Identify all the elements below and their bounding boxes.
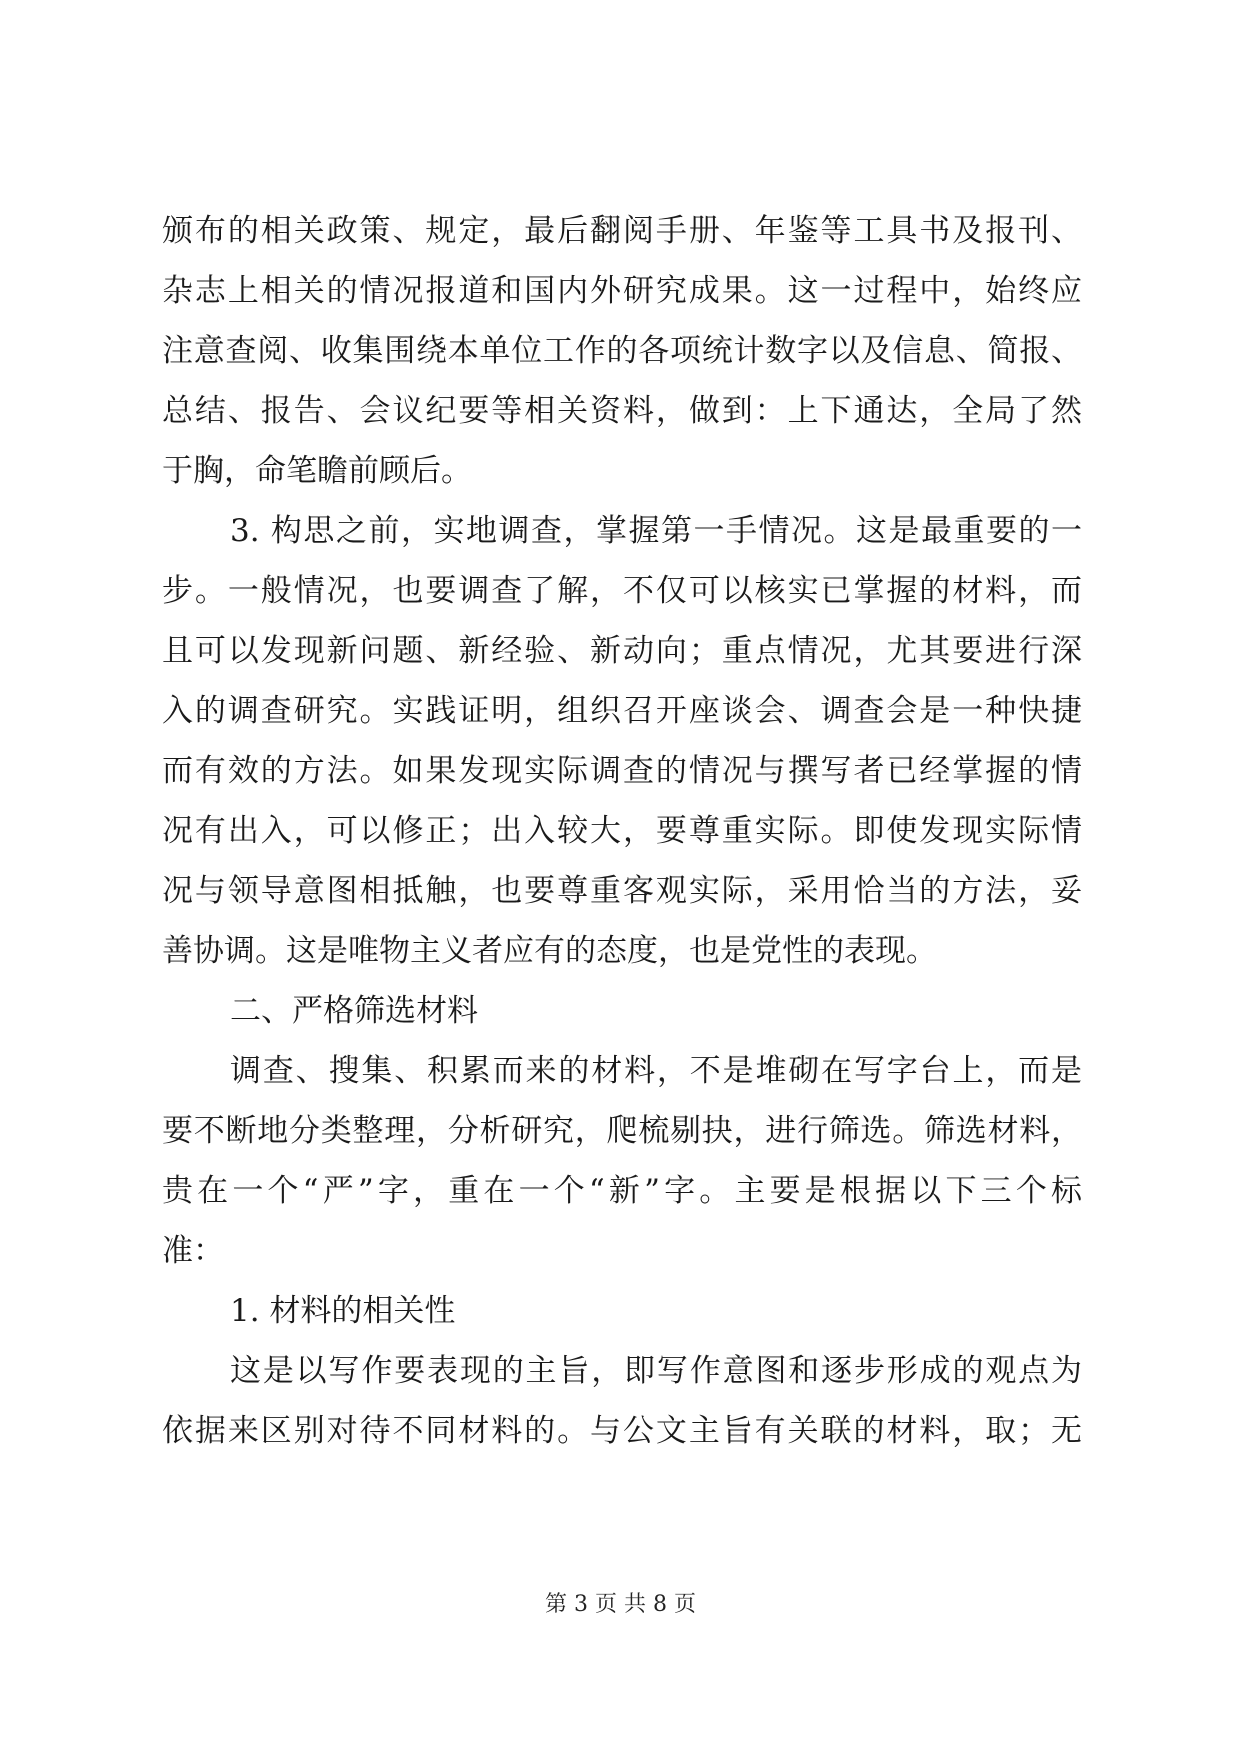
text-line: 总结、报告、会议纪要等相关资料，做到：上下通达，全局了然 [162,393,1082,429]
subsection-heading: 1. 材料的相关性 [230,1293,456,1329]
text-line: 且可以发现新问题、新经验、新动向；重点情况，尤其要进行深 [162,633,1082,669]
text-line: 贵在一个“严”字，重在一个“新”字。主要是根据以下三个标 [162,1173,1082,1209]
text-line: 而有效的方法。如果发现实际调查的情况与撰写者已经掌握的情 [162,753,1082,789]
text-line: 善协调。这是唯物主义者应有的态度，也是党性的表现。 [162,933,937,969]
text-line: 于胸，命笔瞻前顾后。 [162,453,472,489]
text-line: 况与领导意图相抵触，也要尊重客观实际，采用恰当的方法，妥 [162,873,1082,909]
text-line: 依据来区别对待不同材料的。与公文主旨有关联的材料，取；无 [162,1413,1082,1449]
text-line: 杂志上相关的情况报道和国内外研究成果。这一过程中，始终应 [162,273,1082,309]
text-line: 入的调查研究。实践证明，组织召开座谈会、调查会是一种快捷 [162,693,1082,729]
text-line: 准： [162,1233,224,1269]
text-line: 这是以写作要表现的主旨，即写作意图和逐步形成的观点为 [230,1353,1082,1389]
section-heading: 二、严格筛选材料 [230,993,478,1029]
text-line: 况有出入，可以修正；出入较大，要尊重实际。即使发现实际情 [162,813,1082,849]
text-line: 注意查阅、收集围绕本单位工作的各项统计数字以及信息、简报、 [162,333,1082,369]
page-number-footer: 第 3 页 共 8 页 [545,1592,696,1617]
text-line: 颁布的相关政策、规定，最后翻阅手册、年鉴等工具书及报刊、 [162,213,1082,249]
text-line: 步。一般情况，也要调查了解，不仅可以核实已掌握的材料，而 [162,573,1082,609]
text-line: 要不断地分类整理，分析研究，爬梳剔抉，进行筛选。筛选材料， [162,1113,1082,1149]
text-line: 调查、搜集、积累而来的材料，不是堆砌在写字台上，而是 [230,1053,1082,1089]
text-line: 3. 构思之前，实地调查，掌握第一手情况。这是最重要的一 [230,513,1082,549]
